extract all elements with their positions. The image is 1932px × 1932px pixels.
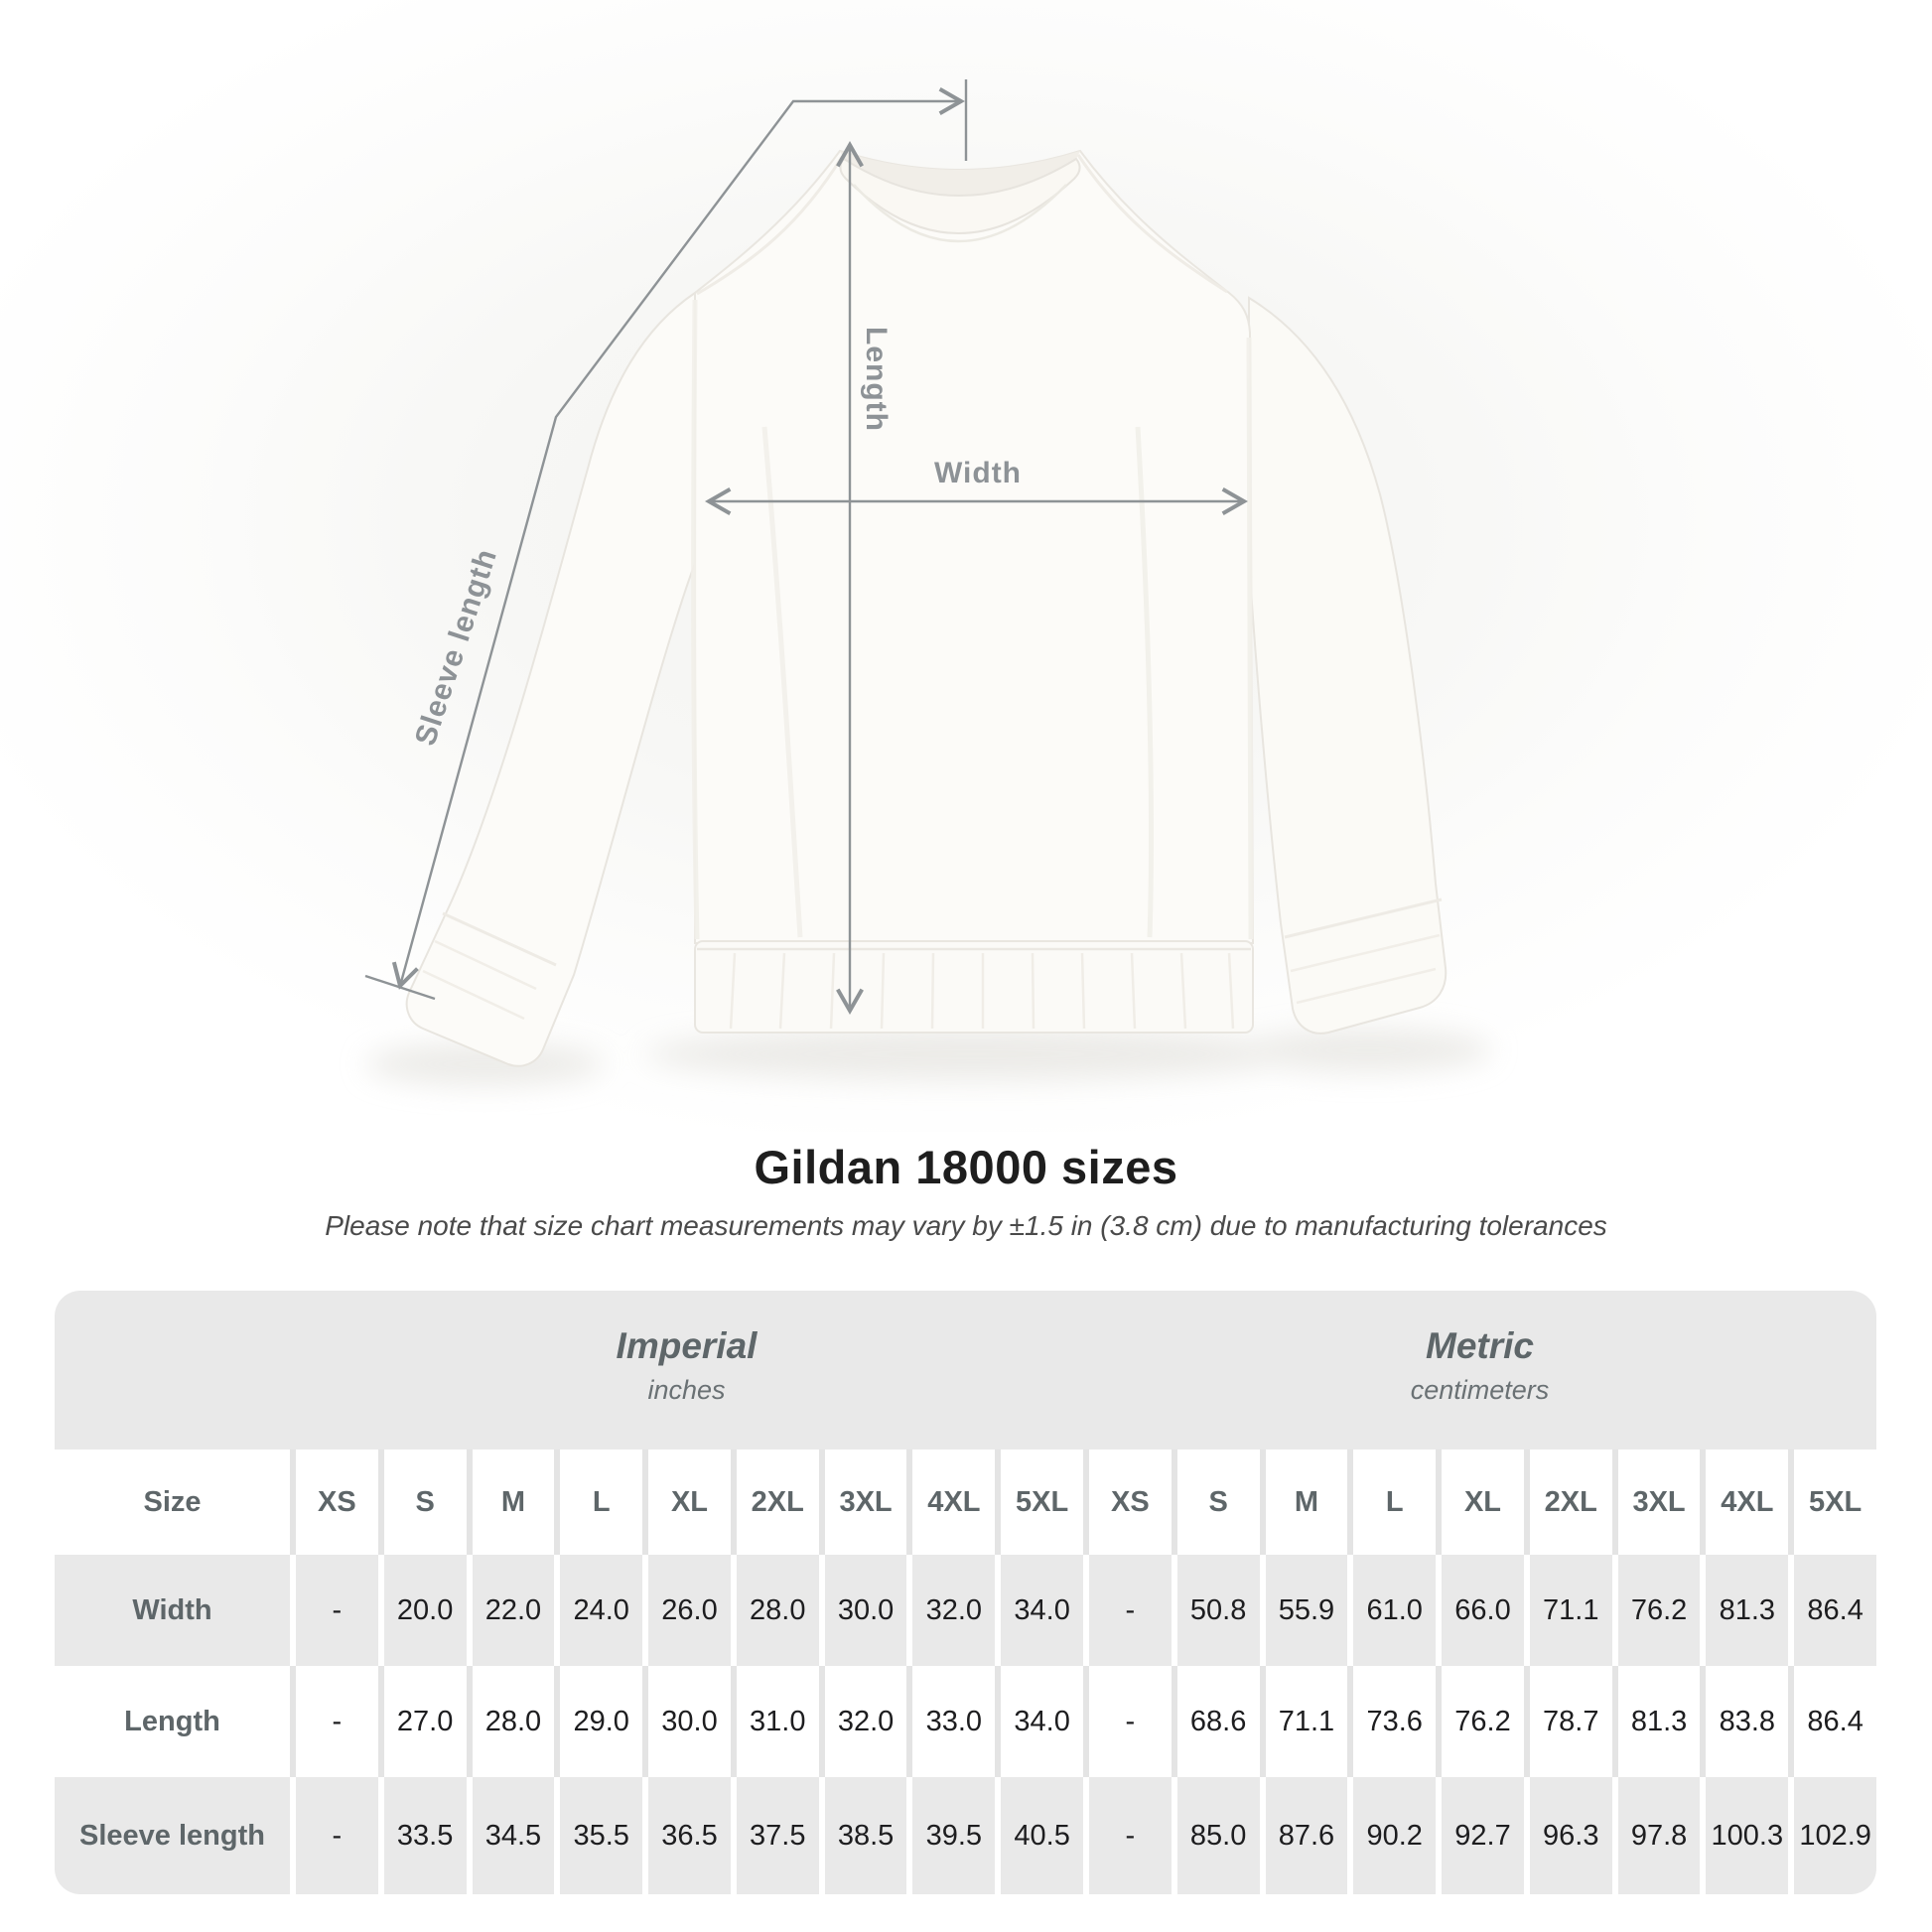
row-length-cell-14: 78.7 (1524, 1666, 1612, 1777)
row-width-cell-9: - (1083, 1555, 1172, 1666)
row-length-cell-8: 34.0 (995, 1666, 1083, 1777)
size-header-row-cell-17: 5XL (1788, 1449, 1876, 1555)
size-header-row-cell-11: M (1260, 1449, 1348, 1555)
row-length-cell-0: - (290, 1666, 378, 1777)
row-sleeve-length-cell-0: - (290, 1777, 378, 1894)
size-column-header: Size (143, 1485, 202, 1518)
unit-header-band (55, 1291, 1876, 1449)
size-header-row-cell-9: XS (1083, 1449, 1172, 1555)
row-sleeve-length-cell-13: 92.7 (1436, 1777, 1524, 1894)
row-width-cell-2: 22.0 (467, 1555, 555, 1666)
row-length-cell-9: - (1083, 1666, 1172, 1777)
size-header-row-cell-5: 2XL (731, 1449, 819, 1555)
row-sleeve-length-cell-16: 100.3 (1700, 1777, 1788, 1894)
row-length-cell-2: 28.0 (467, 1666, 555, 1777)
row-length-cell-16: 83.8 (1700, 1666, 1788, 1777)
size-header-row-cell-0: XS (290, 1449, 378, 1555)
size-table (55, 1291, 1876, 1894)
row-width (55, 1555, 1876, 1666)
metric-group (1083, 1291, 1876, 1449)
row-sleeve-length (55, 1777, 1876, 1894)
waistband (695, 941, 1253, 1033)
page-title: Gildan 18000 sizes (754, 1141, 1178, 1193)
sleeve-length-dimension-label: Sleeve length (408, 544, 504, 751)
heading (0, 1140, 1932, 1242)
row-label-width: Width (132, 1593, 212, 1626)
size-header-row-cell-2: M (467, 1449, 555, 1555)
row-length-cell-13: 76.2 (1436, 1666, 1524, 1777)
row-sleeve-length-cell-6: 38.5 (819, 1777, 907, 1894)
row-width-cell-14: 71.1 (1524, 1555, 1612, 1666)
row-length-cell-15: 81.3 (1612, 1666, 1701, 1777)
unit-band-spacer (55, 1291, 290, 1449)
row-width-cell-15: 76.2 (1612, 1555, 1701, 1666)
row-length-cell-11: 71.1 (1260, 1666, 1348, 1777)
row-length-cell-10: 68.6 (1172, 1666, 1260, 1777)
size-header-row-cell-3: L (554, 1449, 642, 1555)
row-sleeve-length-cell-15: 97.8 (1612, 1777, 1701, 1894)
row-width-cell-4: 26.0 (642, 1555, 731, 1666)
row-length-cell-6: 32.0 (819, 1666, 907, 1777)
metric-label: Metric (1426, 1324, 1534, 1366)
metric-sublabel: centimeters (1410, 1374, 1550, 1405)
width-dimension-label: Width (933, 457, 1023, 489)
body (695, 151, 1253, 943)
imperial-label: Imperial (616, 1324, 758, 1366)
length-dimension-label: Length (860, 327, 893, 432)
row-width-cell-5: 28.0 (731, 1555, 819, 1666)
imperial-sublabel: inches (647, 1374, 726, 1405)
size-header-row-cell-15: 3XL (1612, 1449, 1701, 1555)
size-header-row-cell-4: XL (642, 1449, 731, 1555)
size-header-row-cell-13: XL (1436, 1449, 1524, 1555)
row-sleeve-length-cell-3: 35.5 (554, 1777, 642, 1894)
size-header-row (55, 1449, 1876, 1555)
row-length-cell-1: 27.0 (378, 1666, 467, 1777)
row-sleeve-length-cell-17: 102.9 (1788, 1777, 1876, 1894)
row-sleeve-length-cell-5: 37.5 (731, 1777, 819, 1894)
row-length-cell-12: 73.6 (1347, 1666, 1436, 1777)
row-sleeve-length-cell-8: 40.5 (995, 1777, 1083, 1894)
size-header-row-cell-7: 4XL (906, 1449, 995, 1555)
row-width-cell-3: 24.0 (554, 1555, 642, 1666)
row-sleeve-length-cell-2: 34.5 (467, 1777, 555, 1894)
row-length-cell-17: 86.4 (1788, 1666, 1876, 1777)
row-width-cell-6: 30.0 (819, 1555, 907, 1666)
row-width-cell-17: 86.4 (1788, 1555, 1876, 1666)
row-width-cell-11: 55.9 (1260, 1555, 1348, 1666)
row-width-cell-7: 32.0 (906, 1555, 995, 1666)
row-sleeve-length-cell-1: 33.5 (378, 1777, 467, 1894)
row-width-cell-16: 81.3 (1700, 1555, 1788, 1666)
row-width-cell-0: - (290, 1555, 378, 1666)
row-sleeve-length-cell-9: - (1083, 1777, 1172, 1894)
size-header-row-cell-1: S (378, 1449, 467, 1555)
row-sleeve-length-cell-4: 36.5 (642, 1777, 731, 1894)
row-sleeve-length-cell-14: 96.3 (1524, 1777, 1612, 1894)
size-header-row-cell-6: 3XL (819, 1449, 907, 1555)
size-header-row-cell-16: 4XL (1700, 1449, 1788, 1555)
row-width-cell-1: 20.0 (378, 1555, 467, 1666)
row-width-cell-12: 61.0 (1347, 1555, 1436, 1666)
row-width-cell-13: 66.0 (1436, 1555, 1524, 1666)
row-label-sleeve-length: Sleeve length (79, 1819, 265, 1852)
row-sleeve-length-cell-11: 87.6 (1260, 1777, 1348, 1894)
row-length-cell-7: 33.0 (906, 1666, 995, 1777)
row-width-cell-8: 34.0 (995, 1555, 1083, 1666)
size-header-row-cell-10: S (1172, 1449, 1260, 1555)
size-header-row-cell-12: L (1347, 1449, 1436, 1555)
tolerance-note: Please note that size chart measurements may vary by ±1.5 in (3.8 cm) due to manufacturing tolerances (325, 1210, 1607, 1241)
row-length-cell-4: 30.0 (642, 1666, 731, 1777)
row-length-cell-3: 29.0 (554, 1666, 642, 1777)
row-width-cell-10: 50.8 (1172, 1555, 1260, 1666)
row-sleeve-length-cell-10: 85.0 (1172, 1777, 1260, 1894)
size-header-row-cell-8: 5XL (995, 1449, 1083, 1555)
size-header-row-cell-14: 2XL (1524, 1449, 1612, 1555)
size-table-rows (55, 1449, 1876, 1894)
imperial-group (290, 1291, 1083, 1449)
row-label-length: Length (124, 1705, 220, 1737)
row-sleeve-length-cell-7: 39.5 (906, 1777, 995, 1894)
row-length (55, 1666, 1876, 1777)
row-sleeve-length-cell-12: 90.2 (1347, 1777, 1436, 1894)
row-length-cell-5: 31.0 (731, 1666, 819, 1777)
